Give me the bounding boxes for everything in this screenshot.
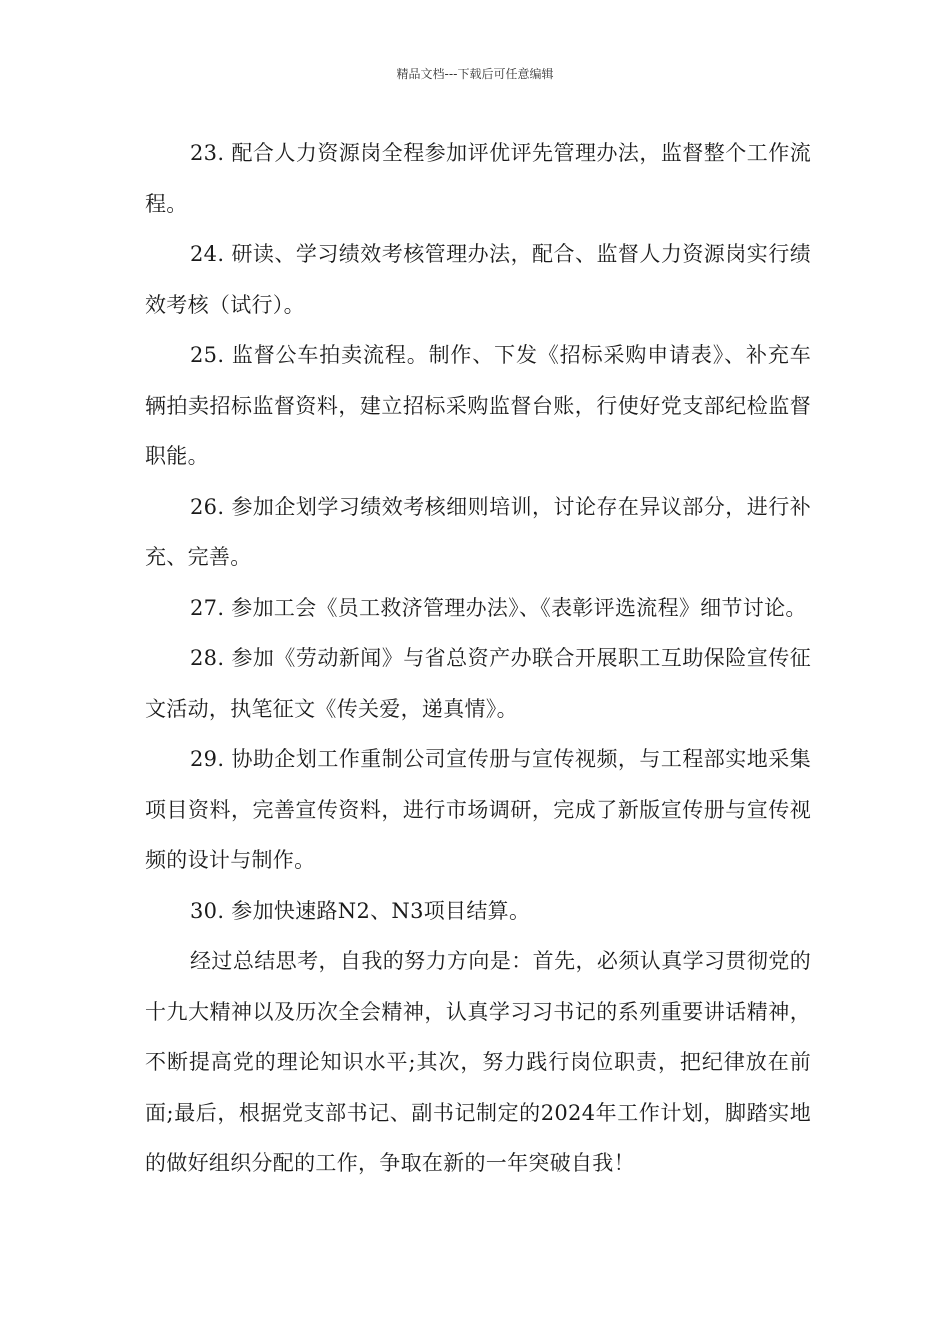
paragraph-item-28: 28. 参加《劳动新闻》与省总资产办联合开展职工互助保险宣传征文活动，执笔征文《传关爱，递真情》。	[145, 646, 811, 721]
paragraph-item-29: 29. 协助企划工作重制公司宣传册与宣传视频，与工程部实地采集项目资料，完善宣传资料，进行市场调研，完成了新版宣传册与宣传视频的设计与制作。	[145, 747, 811, 872]
page-header: 精品文档---下载后可任意编辑	[396, 67, 554, 81]
document-body	[145, 128, 811, 1189]
paragraph-item-26: 26. 参加企划学习绩效考核细则培训，讨论存在异议部分，进行补充、完善。	[145, 494, 811, 569]
paragraph-item-27: 27. 参加工会《员工救济管理办法》、《表彰评选流程》细节讨论。	[190, 595, 807, 620]
paragraph-item-23: 23. 配合人力资源岗全程参加评优评先管理办法，监督整个工作流程。	[145, 141, 811, 216]
paragraph-item-25: 25. 监督公车拍卖流程。制作、下发《招标采购申请表》、补充车辆拍卖招标监督资料，建立招标采购监督台账，行使好党支部纪检监督职能。	[145, 343, 811, 468]
summary-paragraph: 经过总结思考，自我的努力方向是：首先，必须认真学习贯彻党的十九大精神以及历次全会精神，认真学习习书记的系列重要讲话精神，不断提高党的理论知识水平;其次，努力践行岗位职责，把纪律放在前面;最后，根据党支部书记、副书记制定的2024年工作计划，脚踏实地的做好组织分配的工作，争取在新的一年突破自我！	[145, 949, 811, 1175]
paragraph-item-30: 30. 参加快速路N2、N3项目结算。	[190, 898, 531, 923]
paragraph-item-24: 24. 研读、学习绩效考核管理办法，配合、监督人力资源岗实行绩效考核（试行）。	[145, 242, 811, 317]
